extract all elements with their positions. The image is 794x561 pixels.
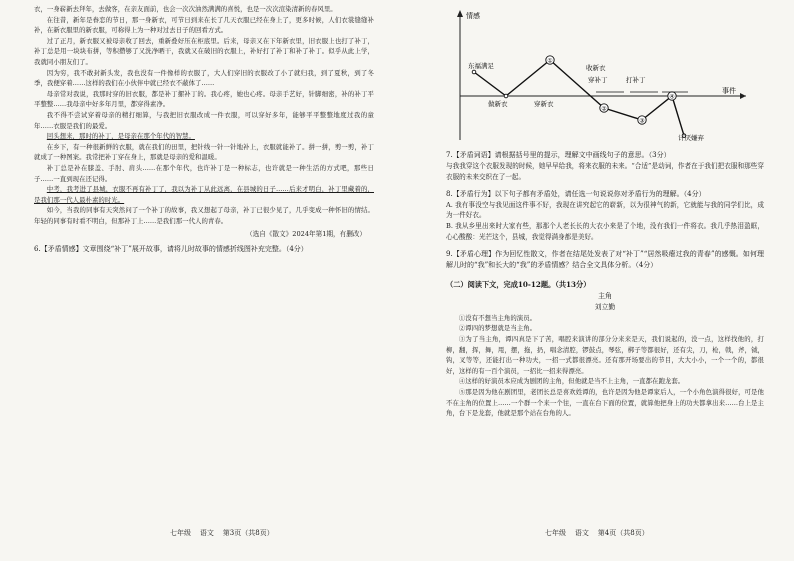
article-body: [446, 313, 764, 419]
point-marker: ②: [601, 105, 607, 113]
essay-paragraph: 如今，当我的同事有天突然问了一个补丁的故事，我又想起了母亲，补丁已很少见了，几乎变成一种怀旧的情结。年轻的同事有时看不明白，但那补丁上……是我们那一代人的青春。: [34, 206, 374, 225]
article-paragraph: ③为了当主角，谭四真是下了苦，唱腔来演讲的部分分来来是天，我们说起的，没一点，这样找他的，打柳，翻，挥，舞，甩，摆，拖，扔，唱念清腔，锣鼓点，琴弦，梆子等都很好，还有尖，刀，枪，戟，斧，钺，钩，叉等等，还能打出一种功夫，一招一式都很漂亮。还有那开场要出的节目，大大小小，一个一个的，都很好，这样的有一百个演员，一招比一招来得漂亮。: [446, 334, 764, 375]
left-page: [34, 4, 374, 255]
essay-paragraph: 母亲常对我说，我那时穿的旧衣服，都是补丁摞补丁的。我心疼，她也心疼。母亲手艺好，针脚细密，补的补丁平平整整……我母亲中好多年月里，都穿得素净。: [34, 89, 374, 109]
emotion-line-chart: [446, 4, 764, 144]
article-paragraph: ②谭四的梦想就是当主角。: [458, 324, 537, 333]
point-marker: ①: [547, 57, 553, 65]
question-8-option-a: A. 我有事没空与我见面这件事不好，我现在讲究起它的崭新，以为很神气的新，它就能与我的同学们比，成为一件好衣。: [446, 200, 764, 220]
question-7-detail: 与我我穿这个衣服发现的时候，她早早给我，将来衣服的未来。“合适”是动词，作者在于我们把衣服和那些穿衣服的未来交织在了一起。: [446, 162, 764, 181]
essay-paragraph: 因为穷，我不敢封新头发，我也没有一件像样的衣服了，大人们穿旧的衣服改了小了就归我，到了夏秋，到了冬季，我便穿着……这样的我们在小伙伴中就已经衣不蔽体了……: [34, 68, 374, 88]
essay-paragraph: 在乡下，有一种很新鲜的衣服，就在我们的田里，把针线一针一针地补上，衣服就能补了。拼一拼，剪一剪，补丁就成了一种图案。我常把补丁穿在身上，那就是母亲的爱和温暖。: [34, 142, 374, 162]
question-9: 9.【矛盾心理】作为回忆性散文，作者在结尾处发表了对“补丁”“居然吸瘪过我的青春”的感慨。如何理解儿时的“我”和长大的“我”的矛盾情感？结合全文具体分析。（4分）: [446, 249, 764, 269]
essay-paragraph: 我不得不尝试穿着母亲的精打细算，与我把旧衣服改成一件衣服，可以穿好多年，能够平平整整地度过我的童年……衣服是我们的最爱。: [34, 110, 374, 130]
essay-paragraph: 过了正月，新衣服又被母亲收了回去，重新叠好压在柜底里。后来，母亲又在下年新衣里，旧衣服上也打了补丁，补丁总是用一块块布拼，等积攒够了又洗净晒干，我就又在破旧的衣服上，补好打了补丁和补了补丁。似乎从此上学，我就同小朋友们了。: [34, 36, 374, 66]
event-label: 穿补丁: [588, 76, 608, 84]
essay-source: （选自《散文》2024年第1期，有删改）: [246, 230, 366, 239]
essay-paragraph: 中考，我考进了县城，衣服不再有补丁了，我以为补丁从此远离，在县城的日子……后来才明白，补丁里藏着的，是我们那一代人最朴素的时光。: [34, 185, 374, 204]
event-label: 穿新衣: [534, 100, 554, 108]
y-axis-arrow: [457, 10, 463, 17]
question-7: 7.【矛盾词语】请根据括号里的提示，理解文中画线句子的意思。（3分）: [446, 151, 671, 159]
event-label: 做新衣: [488, 100, 508, 108]
x-axis-arrow: [740, 93, 746, 99]
point-marker: ③: [639, 117, 645, 125]
article-paragraph: ①没有不想当主角的演员。: [458, 313, 537, 322]
emotion-label-end: 计厌嫌弃: [678, 134, 704, 142]
point-marker: ④: [669, 93, 675, 101]
essay-paragraph: 在往昔，新年是眷恋的节日，那一身新衣，可节日到来在长了几天衣服已经在身上了，更多时候，人们衣裳缝缝补补，在新衣服里的新衣服，可称得上为一种对过去日子的回看方式。: [34, 15, 374, 35]
essay-body: [34, 4, 374, 226]
essay-paragraph: 补丁总是补在膝盖、手肘、肩头……在那个年代，也许补丁是一种标志，也许就是一种生活的方式吧，那些日子……一直到现在还记得。: [34, 163, 374, 183]
question-6: 6.【矛盾情感】文章围绕“补丁”展开故事，请将儿时故事的情感折线图补充完整。（4分）: [34, 245, 308, 254]
article-author: 刘立勤: [594, 302, 616, 311]
chart-canvas: [446, 4, 764, 144]
article-title: 主角: [598, 291, 612, 300]
right-page: [446, 4, 764, 419]
essay-paragraph: 回头想来，那时的补丁，是母亲在那个年代的智慧。: [46, 132, 195, 141]
page-footer-left: 七年级 语文 第3页（共8页）: [170, 529, 274, 537]
emotion-label-start: 东福满足: [468, 62, 494, 70]
section-2-heading: （二）阅读下文，完成10-12题。（共13分）: [446, 279, 591, 289]
question-8: 8.【矛盾行为】以下句子都有矛盾处，请任选一句说说你对矛盾行为的理解。（4分）: [446, 189, 706, 198]
article-paragraph: ⑤那是因为他在剧团里，老团长总是喜欢姓谭的，也许是因为他是谭家后人，一个小角色演得很好，可是他不在主角的位置上……一个群一个来一个往，一直在台下面的位置，就算他把身上的功夫都拿出来……台上是主角，台下是龙套，他就是那个站在台角的人。: [446, 387, 764, 418]
question-8-option-b: B. 我从乡里出来时大家有些，那那个人老长长的大衣小来是了个地，没有我们一件将衣。我几乎热泪盈眶，心心酸酸：光芒这个，县城，我觉得满身都是美好。: [446, 222, 764, 241]
data-point: [504, 94, 508, 98]
essay-paragraph: 衣，一身崭新去拜年，去做客，在亲友面前，也会一次次油然满满的喜悦，也是一次次渲染清新的春风里。: [34, 5, 337, 13]
article-paragraph: ④这样的好演员本应成为剧团的主角，但他就是当不上主角，一直都在跑龙套。: [458, 377, 685, 386]
x-axis-label: 事件: [722, 87, 736, 95]
y-axis-label: 情感: [466, 12, 480, 20]
event-label: 打补丁: [626, 76, 646, 84]
page-footer-right: 七年级 语文 第4页（共8页）: [545, 529, 649, 537]
event-label: 收新衣: [586, 64, 606, 72]
data-point: [472, 70, 476, 74]
